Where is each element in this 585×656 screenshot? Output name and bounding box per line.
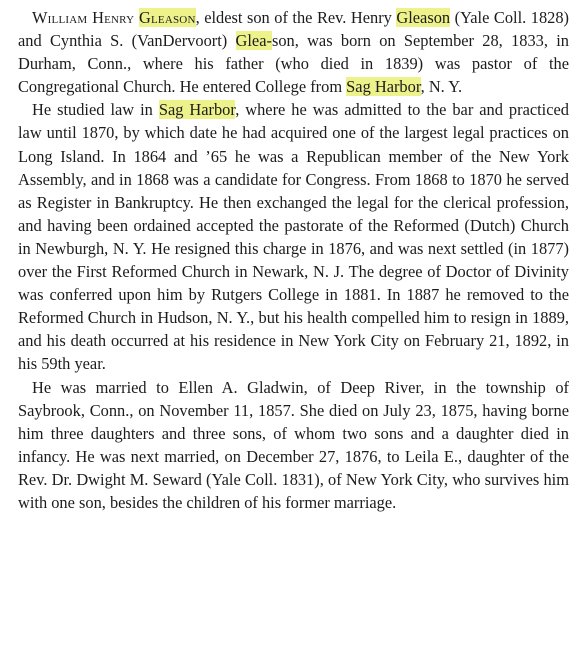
paragraph-biography-intro — [18, 6, 569, 98]
highlighted-place: Sag Harbor — [158, 100, 236, 120]
highlighted-surname: Gleason — [396, 8, 451, 27]
text-run: (Yale Coll. 1828) and Cynthia S. (VanDervoort) — [18, 8, 569, 51]
text-run: He was married to Ellen A. Gladwin, of Deep River, in the township of Saybrook, Conn., on November 11, 1857. She died on July 23, 1875, having borne him three daughters and three sons, of whom two sons and a daughter died in infancy. He was next married, on December 27, 1876, to Leila E., daughter of the Rev. Dr. Dwight M. Seward (Yale Coll. 1831), of New York City, who survives him with one son, besides the children of his former marriage. — [18, 377, 569, 512]
paragraph-family — [18, 376, 569, 515]
highlighted-surname: Gleason — [138, 8, 196, 27]
paragraph-career — [18, 98, 569, 375]
text-run: , eldest son of the Rev. Henry — [195, 8, 397, 27]
subject-name: William Henry — [32, 8, 139, 27]
text-run: , N. Y. — [420, 77, 463, 97]
text-run: He studied law in — [32, 100, 159, 120]
highlighted-surname: Glea- — [235, 31, 272, 51]
highlighted-place: Sag Harbor — [346, 77, 421, 97]
text-run: , where he was admitted to the bar and practiced law until 1870, by which date he had acquired one of the largest legal practices on Long Island. In 1864 and ’65 he was a Republican member of the New York Assembly, and in 1868 was a candidate for Congress. From 1868 to 1870 he served as Register in Bankruptcy. He then exchanged the legal for the clerical profession, and having been ordained accepted the pastorate of the Reformed (Dutch) Church in Newburgh, N. Y. He resigned this charge in 1876, and was next settled (in 1877) over the First Reformed Church in Newark, N. J. The degree of Doctor of Divinity was conferred upon him by Rutgers College in 1881. In 1887 he removed to the Reformed Church in Hudson, N. Y., but his health compelled him to resign in 1889, and his death occurred at his residence in New York City on February 21, 1892, in his 59th year. — [18, 100, 569, 374]
text-run: son, was born on September 28, 1833, in Durham, Conn., where his father (who died in 1839) was pastor of the Congregational Church. He entered College from — [18, 31, 569, 97]
